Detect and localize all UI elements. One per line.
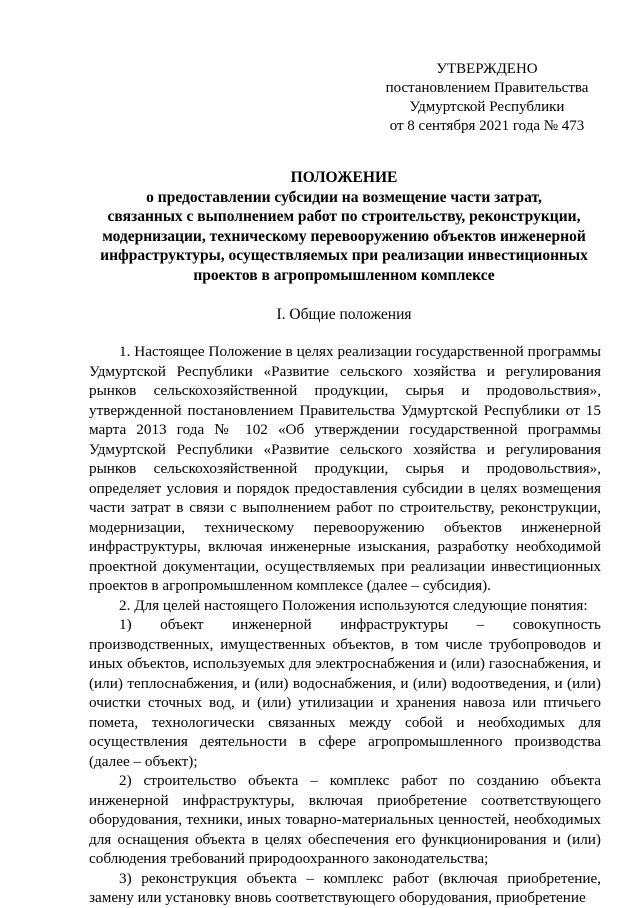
title-line: модернизации, техническому перевооружению объектов инженерной [102,227,586,245]
approval-title: УТВЕРЖДЕНО [436,61,538,77]
title-line: связанных с выполнением работ по строительству, реконструкции, [107,208,581,225]
paragraph: 3) реконструкция объекта – комплекс работ (включая приобретение, замену или установку вновь соответствующего оборудования, приобретение [89,869,601,906]
document-title [60,168,628,285]
title-line: о предоставлении субсидии на возмещение части затрат, [146,188,542,206]
paragraph: 1. Настоящее Положение в целях реализации государственной программы Удмуртской Республики «Развитие сельского хозяйства и регулирования рынков сельскохозяйственной продукции, сырья и продовольствия», утвержденной постановлением Правительства Удмуртской Республики от 15 марта 2013 года № 102 «Об утверждении государственной программы Удмуртской Республики «Развитие сельского хозяйства и регулирования рынков сельскохозяйственной продукции, сырья и продовольствия», определяет условия и порядок предоставления субсидии в целях возмещения части затрат в связи с выполнением работ по строительству, реконструкции, модернизации, техническому перевооружению объектов инженерной инфраструктуры, включая инженерные изыскания, разработку необходимой проектной документации, осуществляемых при реализации инвестиционных проектов в агропромышленном комплексе (далее – субсидия). [89,343,601,594]
title-line: проектов в агропромышленном комплексе [193,266,495,284]
approval-line: Удмуртской Республики [409,99,565,115]
paragraph: 2) строительство объекта – комплекс работ по созданию объекта инженерной инфраструктуры, включая приобретение соответствующего оборудования, техники, иных товарно-материальных ценностей, необходимых для оснащения объекта в целях обеспечения его функционирования и (или) соблюдения требований природоохранного законодательства; [89,772,601,867]
approval-line: постановлением Правительства [385,80,589,96]
paragraph: 1) объект инженерной инфраструктуры – совокупность производственных, имущественных объектов, в том числе трубопроводов и иных объектов, используемых для электроснабжения и (или) газоснабжения, и (или) теплоснабжения, и (или) водоснабжения, и (или) водоотведения, и (или) очистки сточных вод, и (или) утилизации и хранения навоза или птичьего помета, технологически связанных между собой и необходимых для осуществления деятельности в сфере агропромышленного производства (далее – объект); [89,616,601,770]
document-body [89,342,601,908]
approval-stamp [362,60,612,136]
approval-date: от 8 сентября 2021 года № 473 [389,118,585,134]
title-heading: ПОЛОЖЕНИЕ [290,169,398,186]
paragraph: 2. Для целей настоящего Положения используются следующие понятия: [119,596,588,614]
section-heading: I. Общие положения [276,306,412,323]
title-line: инфраструктуры, осуществляемых при реализации инвестиционных [100,247,588,264]
